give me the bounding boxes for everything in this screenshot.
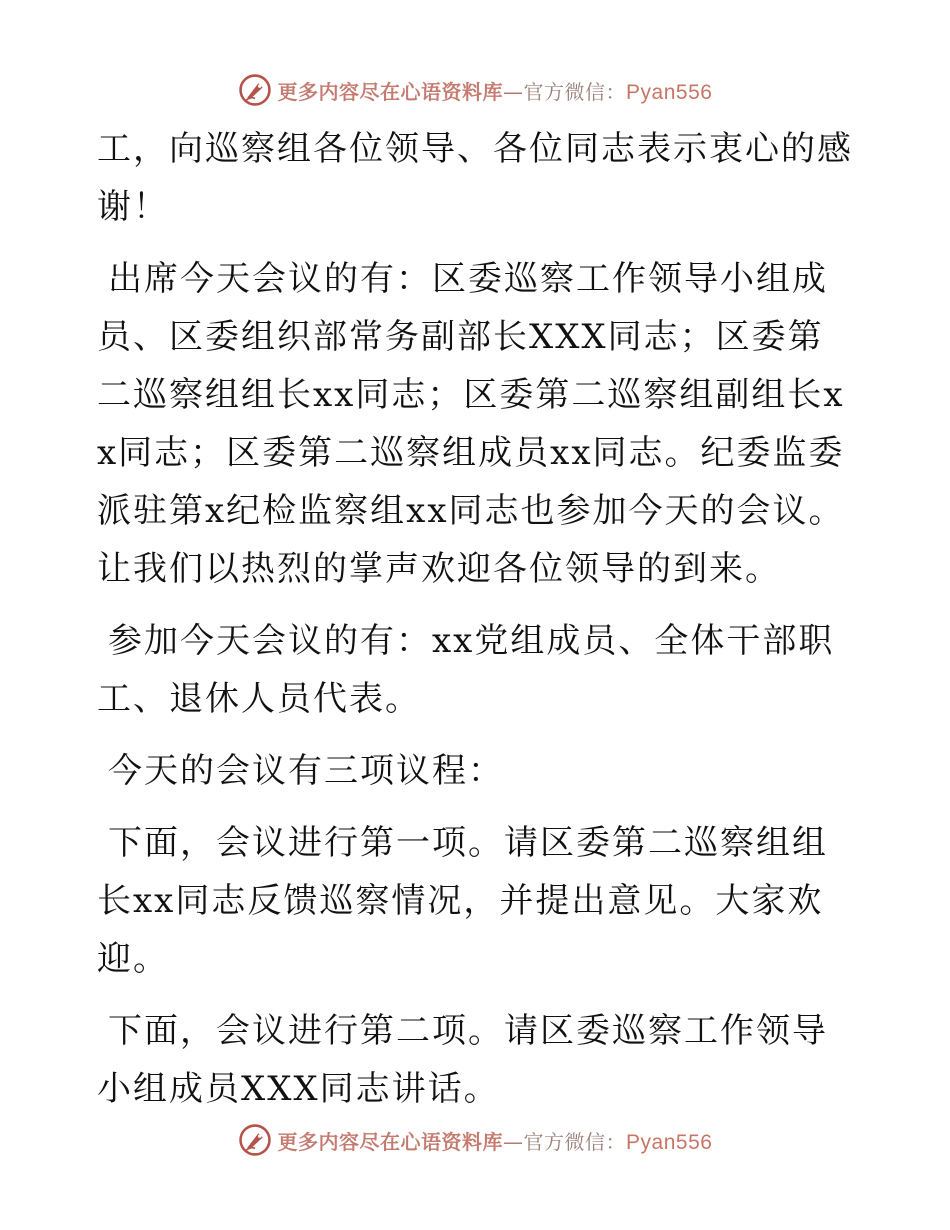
banner-separator: — bbox=[503, 79, 524, 104]
banner-wechat-label: 官方微信： bbox=[523, 1129, 627, 1154]
banner-site-text: 更多内容尽在心语资料库 bbox=[277, 1129, 504, 1154]
paragraph: 下面，会议进行第二项。请区委巡察工作领导小组成员XXX同志讲话。 bbox=[97, 1011, 828, 1109]
paragraph: 今天的会议有三项议程： bbox=[108, 751, 504, 791]
banner-account: Pyan556 bbox=[626, 1130, 713, 1154]
banner-account: Pyan556 bbox=[626, 80, 713, 104]
pen-nib-logo-icon bbox=[238, 1123, 272, 1157]
banner-wechat-label: 官方微信： bbox=[523, 79, 627, 104]
footer-banner bbox=[0, 1120, 950, 1160]
pen-nib-logo-icon bbox=[238, 73, 272, 107]
paragraph: 工，向巡察组各位领导、各位同志表示衷心的感谢！ bbox=[97, 129, 853, 227]
banner-text bbox=[278, 76, 713, 105]
header-banner bbox=[0, 70, 950, 110]
paragraph: 参加今天会议的有：xx党组成员、全体干部职工、退休人员代表。 bbox=[97, 621, 835, 719]
document-body bbox=[97, 120, 857, 1132]
banner-site-text: 更多内容尽在心语资料库 bbox=[277, 79, 504, 104]
banner-separator: — bbox=[503, 1129, 524, 1154]
banner-text bbox=[278, 1126, 713, 1155]
paragraph: 下面，会议进行第一项。请区委第二巡察组组长xx同志反馈巡察情况，并提出意见。大家欢迎。 bbox=[97, 823, 828, 979]
paragraph: 出席今天会议的有：区委巡察工作领导小组成员、区委组织部常务副部长XXX同志；区委第二巡察组组长xx同志；区委第二巡察组副组长xx同志；区委第二巡察组成员xx同志。纪委监委派驻第x纪检监察组xx同志也参加今天的会议。让我们以热烈的掌声欢迎各位领导的到来。 bbox=[97, 259, 845, 589]
